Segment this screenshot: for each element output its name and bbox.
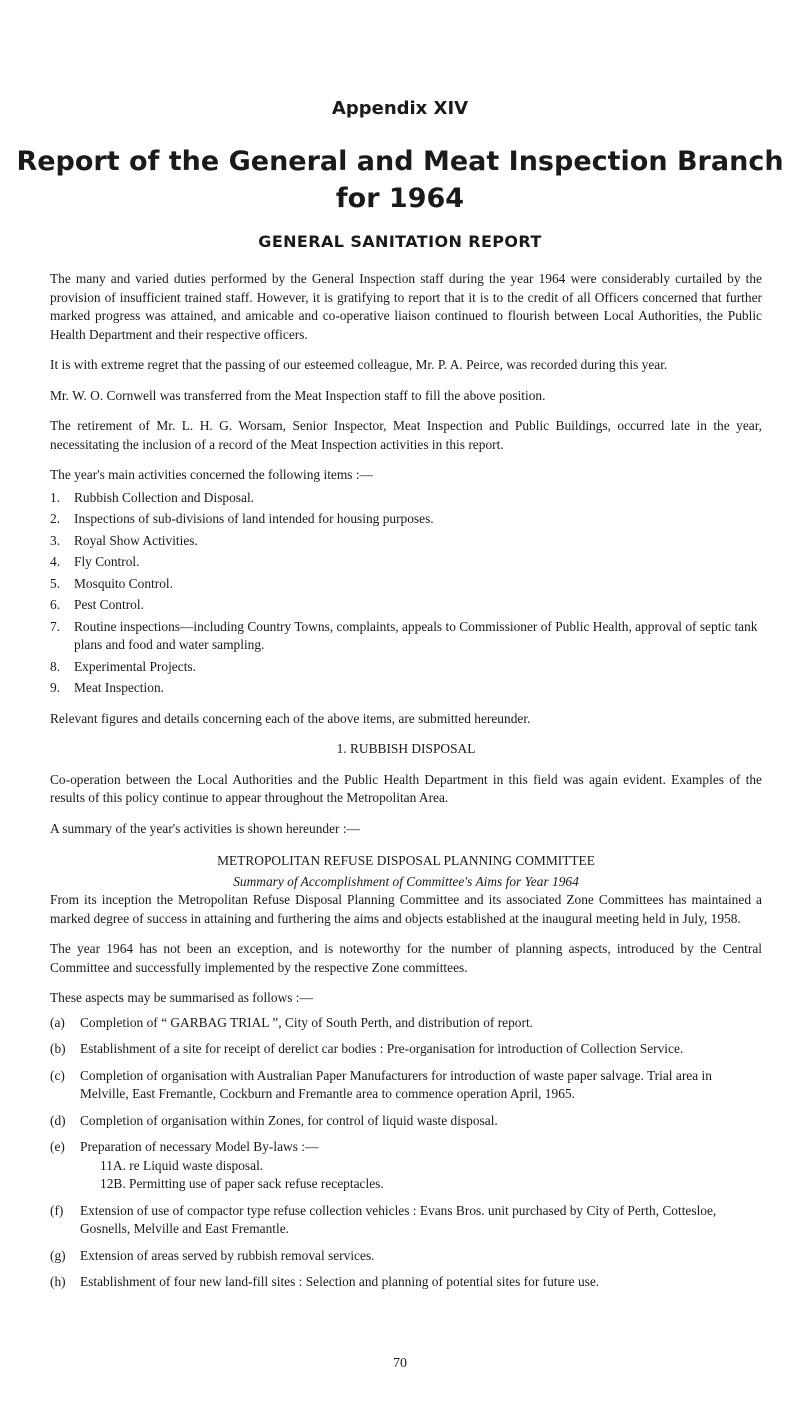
list-item bbox=[50, 1040, 762, 1059]
list-item-text: Experimental Projects. bbox=[74, 658, 196, 674]
list-item-text: Inspections of sub-divisions of land intended for housing purposes. bbox=[74, 511, 434, 526]
list-item bbox=[50, 510, 762, 529]
list-item bbox=[50, 1202, 762, 1239]
list-item-number: 8. bbox=[50, 658, 61, 674]
list-item-text: Royal Show Activities. bbox=[74, 532, 198, 548]
list-item-number: 9. bbox=[50, 680, 61, 695]
list-item-text: Completion of organisation within Zones, for control of liquid waste disposal. bbox=[80, 1112, 498, 1128]
list-item-number: 6. bbox=[50, 597, 61, 612]
list-item bbox=[50, 532, 762, 551]
committee-heading: METROPOLITAN REFUSE DISPOSAL PLANNING COMMITTEE bbox=[217, 853, 595, 868]
list-item bbox=[50, 596, 762, 615]
list-item-text: Extension of areas served by rubbish removal services. bbox=[80, 1247, 375, 1263]
list-item-text: Completion of organisation with Australian Paper Manufacturers for introduction of waste paper salvage. Trial area in Melville, East Fremantle, Cockburn and Fremantle area to commence operation April, 1965. bbox=[80, 1067, 712, 1101]
relevant-paragraph: Relevant figures and details concerning each of the above items, are submitted hereunder. bbox=[50, 710, 531, 726]
list-item-text: Establishment of a site for receipt of derelict car bodies : Pre-organisation for introduction of Collection Service. bbox=[80, 1041, 684, 1056]
list-item bbox=[50, 489, 762, 508]
list-item bbox=[50, 1067, 762, 1104]
list-item-number: 1. bbox=[50, 489, 61, 505]
list-item-text: Extension of use of compactor type refuse collection vehicles : Evans Bros. unit purchased by City of Perth, Cottesloe, Gosnells, Melville and East Fremantle. bbox=[80, 1202, 717, 1236]
list-item-text: Establishment of four new land-fill sites : Selection and planning of potential sites for future use. bbox=[80, 1274, 600, 1289]
committee-subheading: Summary of Accomplishment of Committee's Aims for Year 1964 bbox=[233, 873, 579, 889]
list-item-number: (d) bbox=[50, 1112, 66, 1128]
report-body bbox=[50, 270, 762, 1300]
bylaws-list bbox=[80, 1157, 762, 1194]
list-item-text: Completion of “ GARBAG TRIAL ”, City of South Perth, and distribution of report. bbox=[80, 1014, 534, 1030]
list-item-text: Mosquito Control. bbox=[74, 575, 173, 591]
list-item bbox=[50, 1247, 762, 1266]
list-item bbox=[50, 1014, 762, 1033]
report-title-line1: Report of the General and Meat Inspection Branch bbox=[16, 146, 784, 177]
list-item-text: Pest Control. bbox=[74, 597, 144, 612]
list-item-number: 2. bbox=[50, 511, 61, 526]
bylaw-item: 12B. Permitting use of paper sack refuse receptacles. bbox=[100, 1176, 384, 1191]
list-item-text: Routine inspections—including Country Towns, complaints, appeals to Commissioner of Public Health, approval of septic tank plans and food and water sampling. bbox=[74, 618, 758, 652]
section1-paragraph-1: Co-operation between the Local Authorities and the Public Health Department in this field was again evident. Examples of the results of this policy continue to appear throughout the Metropolitan Area. bbox=[50, 771, 762, 805]
list-item bbox=[50, 575, 762, 594]
list-item-text: Preparation of necessary Model By-laws :— bbox=[80, 1139, 319, 1154]
list-item bbox=[50, 1112, 762, 1131]
report-subtitle: GENERAL SANITATION REPORT bbox=[258, 232, 542, 251]
activities-list bbox=[50, 489, 762, 698]
list-item-number: (e) bbox=[50, 1139, 65, 1154]
page-number: 70 bbox=[393, 1356, 407, 1371]
intro-paragraph-3: Mr. W. O. Cornwell was transferred from the Meat Inspection staff to fill the above position. bbox=[50, 387, 546, 403]
list-item-number: 3. bbox=[50, 532, 61, 548]
bylaw-item: 11A. re Liquid waste disposal. bbox=[100, 1157, 264, 1173]
committee-paragraph-2: The year 1964 has not been an exception, and is noteworthy for the number of planning aspects, introduced by the Central Committee and successfully implemented by the respective Zone committees. bbox=[50, 941, 762, 975]
intro-paragraph-5: The year's main activities concerned the following items :— bbox=[50, 467, 373, 482]
section-heading-rubbish-disposal: 1. RUBBISH DISPOSAL bbox=[336, 741, 476, 756]
appendix-label: Appendix XIV bbox=[331, 98, 469, 119]
report-title bbox=[0, 143, 800, 217]
list-item-number: 5. bbox=[50, 575, 61, 591]
list-item-number: (h) bbox=[50, 1274, 66, 1289]
list-item bbox=[50, 1138, 762, 1194]
intro-paragraph-4: The retirement of Mr. L. H. G. Worsam, Senior Inspector, Meat Inspection and Public Buildings, occurred late in the year, necessitating the inclusion of a record of the Meat Inspection activities in this report. bbox=[50, 418, 762, 452]
aspects-list bbox=[50, 1014, 762, 1292]
list-item-number: (b) bbox=[50, 1041, 66, 1056]
list-item-number: (c) bbox=[50, 1067, 65, 1083]
list-item-text: Fly Control. bbox=[74, 554, 140, 569]
list-item bbox=[50, 618, 762, 655]
list-item-number: 7. bbox=[50, 618, 61, 634]
list-item-text: Meat Inspection. bbox=[74, 680, 164, 695]
list-item-number: (f) bbox=[50, 1202, 64, 1218]
list-item bbox=[50, 1273, 762, 1292]
list-item bbox=[50, 658, 762, 677]
committee-paragraph-3: These aspects may be summarised as follows :— bbox=[50, 990, 313, 1005]
intro-paragraph-1: The many and varied duties performed by the General Inspection staff during the year 1964 were considerably curtailed by the provision of insufficient trained staff. However, it is gratifying to report that it is to the credit of all Officers concerned that further marked progress was attained, and amicable and co-operative liaison continued to flourish between Local Authorities, the Public Health Department and their respective officers. bbox=[50, 271, 762, 342]
list-item-number: 4. bbox=[50, 554, 61, 569]
committee-paragraph-1: From its inception the Metropolitan Refuse Disposal Planning Committee and its associated Zone Committees has maintained a marked degree of success in attaining and furthering the aims and objects established at the inaugural meeting held in July, 1958. bbox=[50, 892, 762, 926]
list-item bbox=[50, 553, 762, 572]
intro-paragraph-2: It is with extreme regret that the passing of our esteemed colleague, Mr. P. A. Peirce, was recorded during this year. bbox=[50, 357, 668, 372]
section1-paragraph-2: A summary of the year's activities is shown hereunder :— bbox=[50, 820, 360, 836]
list-item-text: Rubbish Collection and Disposal. bbox=[74, 489, 255, 505]
list-item bbox=[50, 679, 762, 698]
report-title-line2: for 1964 bbox=[335, 183, 465, 214]
list-item-number: (g) bbox=[50, 1247, 66, 1263]
list-item-number: (a) bbox=[50, 1014, 65, 1030]
